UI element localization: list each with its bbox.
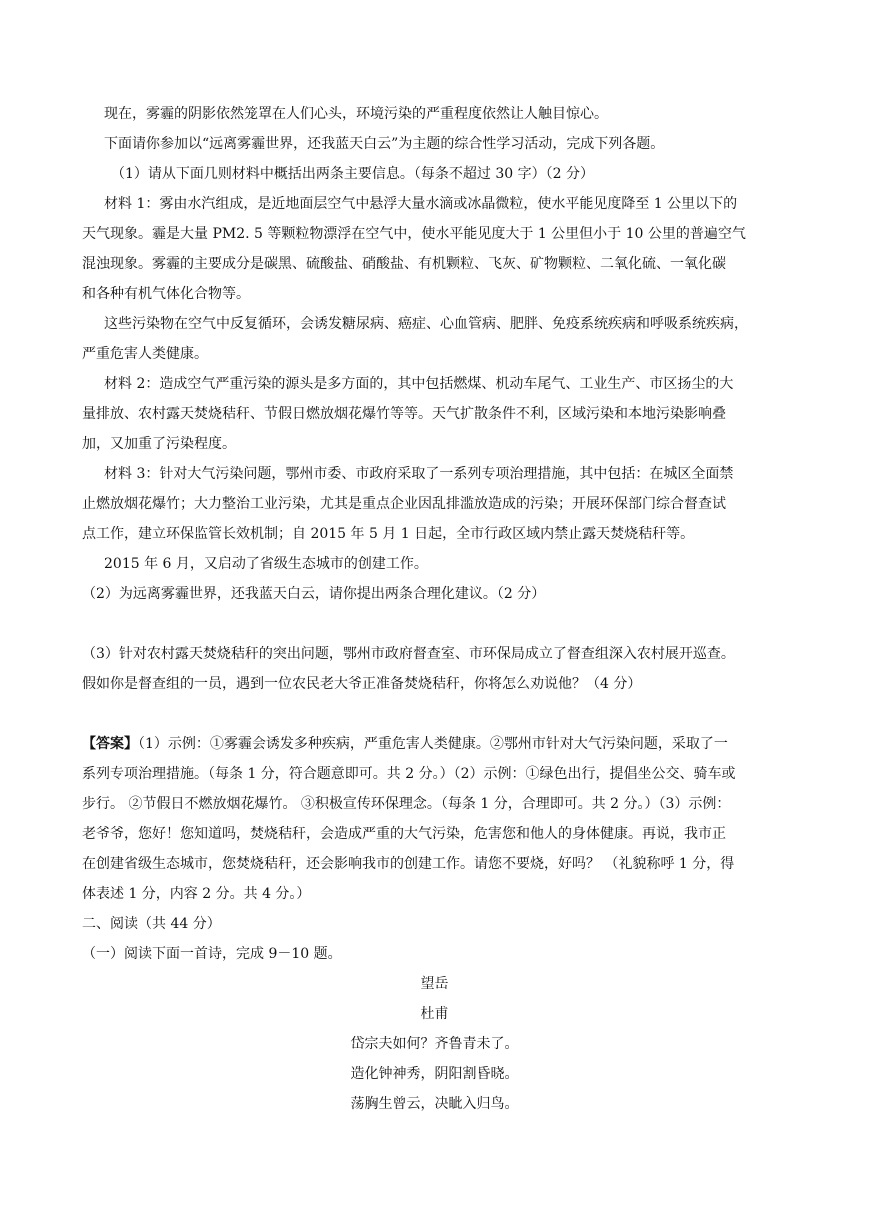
- answer-line: 体表述 1 分，内容 2 分。共 4 分。）: [82, 886, 311, 902]
- answer-label: 【答案】: [82, 736, 138, 752]
- material-3-line: 点工作，建立环保监管长效机制；自 2015 年 5 月 1 日起，全市行政区域内禁止露天焚烧秸秆等。: [82, 526, 695, 542]
- poem-line: 岱宗夫如何？齐鲁青未了。: [350, 1036, 519, 1052]
- material-2-line: 量排放、农村露天焚烧秸秆、节假日燃放烟花爆竹等等。天气扩散条件不利，区域污染和本地污染影响叠: [82, 406, 726, 422]
- question-2: （2）为远离雾霾世界，还我蓝天白云，请你提出两条合理化建议。（2 分）: [82, 586, 546, 602]
- pollution-line: 这些污染物在空气中反复循环，会诱发糖尿病、癌症、心血管病、肥胖、免疫系统疾病和呼吸系统疾病，: [104, 316, 748, 332]
- material-3-line: 止燃放烟花爆竹；大力整治工业污染，尤其是重点企业因乱排滥放造成的污染；开展环保部门综合督查试: [82, 496, 726, 512]
- answer-line: 系列专项治理措施。（每条 1 分，符合题意即可。共 2 分。）（2）示例：①绿色出行，提倡坐公交、骑车或: [82, 766, 736, 782]
- answer-line: 老爷爷，您好！您知道吗，焚烧秸秆，会造成严重的大气污染，危害您和他人的身体健康。再说，我市正: [82, 826, 726, 842]
- june-note: 2015 年 6 月，又启动了省级生态城市的创建工作。: [104, 556, 428, 572]
- intro-paragraph-1: 现在，雾霾的阴影依然笼罩在人们心头，环境污染的严重程度依然让人触目惊心。: [104, 106, 608, 122]
- answer-text: （1）示例：①雾霾会诱发多种疾病，严重危害人类健康。②鄂州市针对大气污染问题，采取了一: [138, 736, 728, 752]
- poem-line: 荡胸生曾云，决眦入归鸟。: [350, 1096, 519, 1112]
- material-2-line: 加，又加重了污染程度。: [82, 436, 236, 452]
- intro-paragraph-2: 下面请你参加以“远离雾霾世界，还我蓝天白云”为主题的综合性学习活动，完成下列各题。: [104, 136, 665, 152]
- question-3-line: （3）针对农村露天焚烧秸秆的突出问题，鄂州市政府督查室、市环保局成立了督查组深入农村展开巡查。: [82, 646, 735, 662]
- material-1-line: 和各种有机气体化合物等。: [82, 286, 250, 302]
- material-1-line: 天气现象。霾是大量 PM2. 5 等颗粒物漂浮在空气中，使水平能见度大于 1 公里但小于 10 公里的普遍空气: [82, 226, 746, 242]
- question-3-line: 假如你是督查组的一员，遇到一位农民老大爷正准备焚烧秸秆，你将怎么劝说他？（4 分）: [82, 676, 642, 692]
- poem-line: 造化钟神秀，阴阳割昏晓。: [350, 1066, 519, 1082]
- question-1: （1）请从下面几则材料中概括出两条主要信息。（每条不超过 30 字）（2 分）: [111, 166, 594, 182]
- section-heading: 二、阅读（共 44 分）: [82, 916, 221, 932]
- material-2-line: 材料 2：造成空气严重污染的源头是多方面的，其中包括燃煤、机动车尾气、工业生产、市区扬尘的大: [104, 376, 734, 392]
- section-subheading: （一）阅读下面一首诗，完成 9－10 题。: [82, 946, 342, 962]
- material-1-line: 材料 1：雾由水汽组成，是近地面层空气中悬浮大量水滴或冰晶微粒，使水平能见度降至 1 公里以下的: [104, 196, 738, 212]
- material-1-line: 混浊现象。雾霾的主要成分是碳黑、硫酸盐、硝酸盐、有机颗粒、飞灰、矿物颗粒、二氧化硫、一氧化碳: [82, 256, 726, 272]
- material-3-line: 材料 3：针对大气污染问题，鄂州市委、市政府采取了一系列专项治理措施，其中包括：在城区全面禁: [104, 466, 734, 482]
- answer-line: 步行。 ②节假日不燃放烟花爆竹。 ③积极宣传环保理念。（每条 1 分，合理即可。共 2 分。）（3）示例：: [82, 796, 731, 812]
- poem-title: 望岳: [420, 976, 449, 992]
- poem-author: 杜甫: [420, 1006, 449, 1022]
- answer-line: 在创建省级生态城市，您焚烧秸秆，还会影响我市的创建工作。请您不要烧，好吗？ （礼貌称呼 1 分，得: [82, 856, 735, 872]
- answer-line: [82, 734, 728, 754]
- pollution-line: 严重危害人类健康。: [82, 346, 208, 362]
